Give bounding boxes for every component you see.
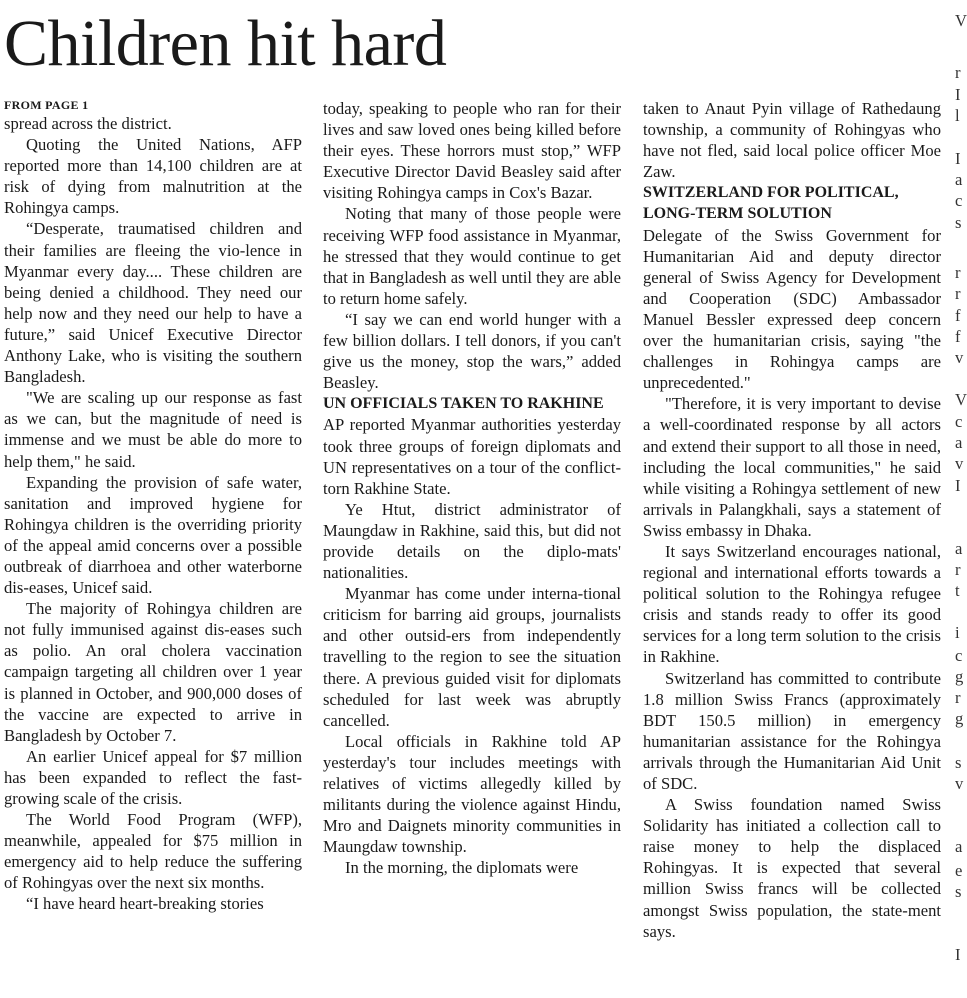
adjacent-text-fragment: r: [955, 560, 961, 579]
article-paragraph: It says Switzerland encourages national, regional and international efforts towards a political solution to the Rohingya refugee crisis and stands ready to offer its good services for a long term solution to the crisis in Rakhine.: [643, 541, 941, 667]
adjacent-text-fragment: V: [955, 11, 967, 30]
adjacent-text-fragment: c: [955, 646, 963, 665]
adjacent-text-fragment: s: [955, 213, 962, 232]
from-page-label: FROM PAGE 1: [4, 98, 89, 112]
article-paragraph: The majority of Rohingya children are not fully immunised against dis-eases such as polio. An oral cholera vaccination campaign targeting all children over 1 year is planned in October, and 900,000 doses of the vaccine are expected to arrive in Bangladesh by October 7.: [4, 599, 302, 745]
adjacent-text-fragment: r: [955, 688, 961, 707]
article-paragraph: The World Food Program (WFP), meanwhile, appealed for $75 million in emergency aid to help reduce the suffering of Rohingyas over the next six months.: [4, 810, 302, 893]
adjacent-text-fragment: g: [955, 667, 964, 686]
adjacent-text-fragment: l: [955, 106, 960, 125]
adjacent-text-fragment: s: [955, 753, 962, 772]
article-paragraph: Ye Htut, district administrator of Maungdaw in Rakhine, said this, but did not provide details on the diplo-mats' nationalities.: [323, 499, 621, 583]
adjacent-text-fragment: I: [955, 945, 961, 964]
adjacent-text-fragment: g: [955, 709, 964, 728]
article-paragraph: “Desperate, traumatised children and their families are fleeing the vio-lence in Myanmar every day.... These children are being denied a childhood. They need our help now and they need our help to have a future,” said Unicef Executive Director Anthony Lake, who is visiting the southern Bangladesh.: [4, 219, 302, 387]
adjacent-text-fragment: V: [955, 390, 967, 409]
adjacent-text-fragment: r: [955, 263, 961, 282]
adjacent-text-fragment: a: [955, 539, 963, 558]
section-subhead: UN OFFICIALS TAKEN TO RAKHINE: [323, 395, 604, 413]
article-column-2: [323, 98, 621, 878]
adjacent-column-fragment: [955, 0, 967, 998]
article-paragraph: A Swiss foundation named Swiss Solidarity has initiated a collection call to raise money to help the displaced Rohingyas. It is expected that several million Swiss francs will be collected amongst Swiss population, the state-ment says.: [643, 795, 941, 941]
adjacent-text-fragment: c: [955, 191, 963, 210]
column-2-body: [323, 98, 621, 878]
adjacent-text-fragment: a: [955, 170, 963, 189]
article-paragraph: Switzerland has committed to contribute 1.8 million Swiss Francs (approximately BDT 150.5 million) in emergency humanitarian assistance for the Rohingya arrivals through the Humanitarian Aid Unit of SDC.: [643, 668, 941, 793]
article-headline: Children hit hard: [4, 7, 447, 80]
adjacent-text-fragment: c: [955, 412, 963, 431]
adjacent-text-fragment: s: [955, 882, 962, 901]
article-paragraph: Local officials in Rakhine told AP yesterday's tour includes meetings with relatives of victims allegedly killed by militants during the violence against Hindu, Mro and Daignets minority communities in Maungdaw township.: [323, 731, 621, 857]
article-paragraph: "We are scaling up our response as fast as we can, but the magnitude of need is immense and we must be able do more to help them," he said.: [4, 388, 302, 471]
adjacent-text-fragment: a: [955, 837, 963, 856]
adjacent-text-fragment: r: [955, 284, 961, 303]
adjacent-text-fragment: v: [955, 348, 964, 367]
article-paragraph: Noting that many of those people were receiving WFP food assistance in Myanmar, he stressed that they would continue to get that in Bangladesh as well until they are able to return home safely.: [323, 204, 621, 308]
article-paragraph: Delegate of the Swiss Government for Humanitarian Aid and deputy director general of Swiss Agency for Development and Cooperation (SDC) Ambassador Manuel Bessler expressed deep concern over the humanitarian crisis, saying "the challenges in Rohingya camps are unprecedented.": [643, 225, 941, 393]
column-1-body: [4, 113, 302, 915]
adjacent-text-fragment: e: [955, 861, 963, 880]
article-paragraph: “I say we can end world hunger with a few billion dollars. I tell donors, if you can't give us the money, stop the wars,” added Beasley.: [323, 309, 621, 393]
article-paragraph: AP reported Myanmar authorities yesterday took three groups of foreign diplomats and UN representatives on a tour of the conflict-torn Rakhine State.: [323, 415, 621, 498]
article-paragraph: today, speaking to people who ran for their lives and saw loved ones being killed before their eyes. These horrors must stop,” WFP Executive Director David Beasley said after visiting Rohingya camps in Cox's Bazar.: [323, 99, 621, 203]
section-subhead: SWITZERLAND FOR POLITICAL, LONG-TERM SOLUTION: [643, 184, 899, 223]
adjacent-text-fragment: I: [955, 85, 961, 104]
adjacent-text-fragment: t: [955, 581, 960, 600]
article-paragraph: Expanding the provision of safe water, sanitation and improved hygiene for Rohingya children is the overriding priority of the appeal amid concerns over a possible outbreak of diarrhoea and other waterborne dis-eases, Unicef said.: [4, 472, 302, 598]
adjacent-text-fragment: r: [955, 63, 961, 82]
adjacent-text-fragment: v: [955, 454, 964, 473]
adjacent-text-fragment: f: [955, 306, 961, 325]
article-paragraph: An earlier Unicef appeal for $7 million has been expanded to reflect the fast-growing scale of the crisis.: [4, 746, 302, 808]
article-column-3: [643, 98, 941, 942]
article-paragraph: “I have heard heart-breaking stories: [26, 894, 264, 914]
adjacent-text-fragment: f: [955, 327, 961, 346]
article-paragraph: Myanmar has come under interna-tional criticism for barring aid groups, journalists and other outsid-ers from independently travelling to the region to see the situation there. A previous guided visit for diplomats scheduled for last week was abruptly cancelled.: [323, 584, 621, 730]
article-paragraph: "Therefore, it is very important to devise a well-coordinated response by all actors and extend their support to all those in need, including the local communities," he said while visiting a Rohingya settlement of new arrivals in Palangkhali, says a statement of Swiss embassy in Dhaka.: [643, 394, 941, 540]
adjacent-text-fragment: I: [955, 149, 961, 168]
article-paragraph: Quoting the United Nations, AFP reported more than 14,100 children are at risk of dying from malnutrition at the Rohingya camps.: [4, 135, 302, 218]
adjacent-text-fragment: i: [955, 623, 960, 642]
article-paragraph: taken to Anaut Pyin village of Rathedaung township, a community of Rohingyas who have not fled, said local police officer Moe Zaw.: [643, 99, 941, 182]
adjacent-text-fragment: a: [955, 433, 963, 452]
article-paragraph: In the morning, the diplomats were: [345, 858, 579, 878]
adjacent-text-fragment: I: [955, 476, 961, 495]
column-3-body: [643, 98, 941, 942]
adjacent-text-fragment: v: [955, 774, 964, 793]
article-column-1: [4, 98, 302, 915]
article-paragraph: spread across the district.: [4, 114, 172, 133]
